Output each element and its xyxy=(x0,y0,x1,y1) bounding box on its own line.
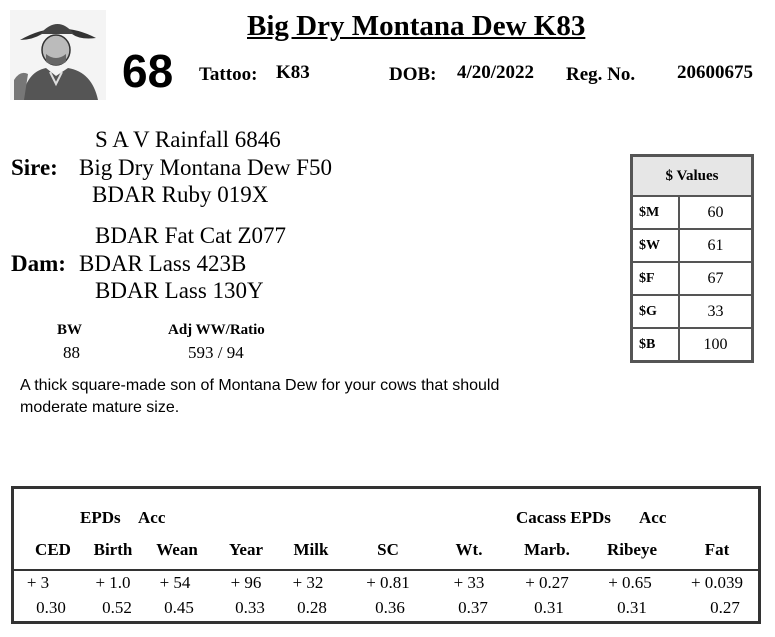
epd-accuracy: 0.36 xyxy=(375,598,405,617)
epd-col-header: Marb. xyxy=(524,540,570,559)
dob-value: 4/20/2022 xyxy=(457,62,535,83)
dam-label: Dam: xyxy=(11,251,66,276)
epd-value: + 33 xyxy=(453,573,485,592)
dollar-values-table xyxy=(630,154,754,363)
epd-divider xyxy=(14,569,758,571)
epd-col-header: Ribeye xyxy=(606,540,658,559)
epd-accuracy: 0.52 xyxy=(102,598,132,617)
epd-col-header: Year xyxy=(229,540,263,559)
epd-accuracy: 0.28 xyxy=(297,598,327,617)
epd-accuracy: 0.37 xyxy=(458,598,488,617)
dam-sire: BDAR Fat Cat Z077 xyxy=(95,223,287,248)
dollar-row xyxy=(632,229,753,262)
dollar-row xyxy=(632,328,753,362)
bw-label: BW xyxy=(57,322,83,338)
reg-label: Reg. No. xyxy=(566,64,636,85)
epd-table xyxy=(11,486,761,624)
epd-col-header: CED xyxy=(35,540,71,559)
epd-col-header: SC xyxy=(377,540,399,559)
epd-group-label: EPDs xyxy=(80,508,121,527)
dollar-key: $W xyxy=(632,229,680,262)
sire-dam: BDAR Ruby 019X xyxy=(92,182,269,207)
epd-value: + 3 xyxy=(26,573,50,592)
dollar-value: 33 xyxy=(679,295,753,328)
epd-value: + 0.81 xyxy=(366,573,410,592)
dollar-value: 67 xyxy=(679,262,753,295)
epd-accuracy: 0.33 xyxy=(235,598,265,617)
epd-value: + 0.65 xyxy=(608,573,652,592)
epd-value: + 0.27 xyxy=(525,573,569,592)
carcass-group-acc: Acc xyxy=(639,508,667,527)
dollar-row xyxy=(632,262,753,295)
description: A thick square-made son of Montana Dew for your cows that should moderate mature size. xyxy=(20,377,500,416)
epd-col-header: Milk xyxy=(293,540,329,559)
dollar-values-title: $ Values xyxy=(632,156,753,197)
reg-value: 20600675 xyxy=(677,62,753,83)
ww-label: Adj WW/Ratio xyxy=(168,322,265,338)
bw-value: 88 xyxy=(63,343,80,362)
epd-accuracy: 0.31 xyxy=(617,598,647,617)
sire-name: Big Dry Montana Dew F50 xyxy=(79,155,332,180)
cowboy-logo xyxy=(10,10,106,100)
dam-name: BDAR Lass 423B xyxy=(79,251,247,276)
dollar-row xyxy=(632,196,753,229)
epd-group-acc: Acc xyxy=(138,508,166,527)
epd-accuracy: 0.30 xyxy=(36,598,66,617)
dollar-key: $M xyxy=(632,196,680,229)
epd-value: + 96 xyxy=(230,573,262,592)
epd-accuracy: 0.45 xyxy=(164,598,194,617)
tattoo-label: Tattoo: xyxy=(199,64,258,85)
epd-col-header: Wean xyxy=(156,540,198,559)
ww-value: 593 / 94 xyxy=(188,343,244,362)
dollar-value: 61 xyxy=(679,229,753,262)
epd-accuracy: 0.27 xyxy=(710,598,740,617)
epd-value: + 32 xyxy=(292,573,324,592)
epd-accuracy: 0.31 xyxy=(534,598,564,617)
sire-sire: S A V Rainfall 6846 xyxy=(95,127,281,152)
epd-value: + 0.039 xyxy=(690,573,744,592)
dam-dam: BDAR Lass 130Y xyxy=(95,278,264,303)
animal-title: Big Dry Montana Dew K83 xyxy=(247,10,586,42)
epd-value: + 54 xyxy=(159,573,191,592)
epd-col-header: Birth xyxy=(93,540,133,559)
sire-label: Sire: xyxy=(11,155,58,180)
tattoo-value: K83 xyxy=(276,62,310,83)
dollar-key: $G xyxy=(632,295,680,328)
lot-number: 68 xyxy=(122,45,174,97)
epd-value: + 1.0 xyxy=(95,573,131,592)
epd-col-header: Wt. xyxy=(455,540,483,559)
dollar-key: $B xyxy=(632,328,680,362)
dollar-value: 100 xyxy=(679,328,753,362)
dob-label: DOB: xyxy=(389,64,437,85)
dollar-key: $F xyxy=(632,262,680,295)
dollar-value: 60 xyxy=(679,196,753,229)
carcass-group-label: Cacass EPDs xyxy=(516,508,611,527)
dollar-row xyxy=(632,295,753,328)
epd-col-header: Fat xyxy=(704,540,730,559)
